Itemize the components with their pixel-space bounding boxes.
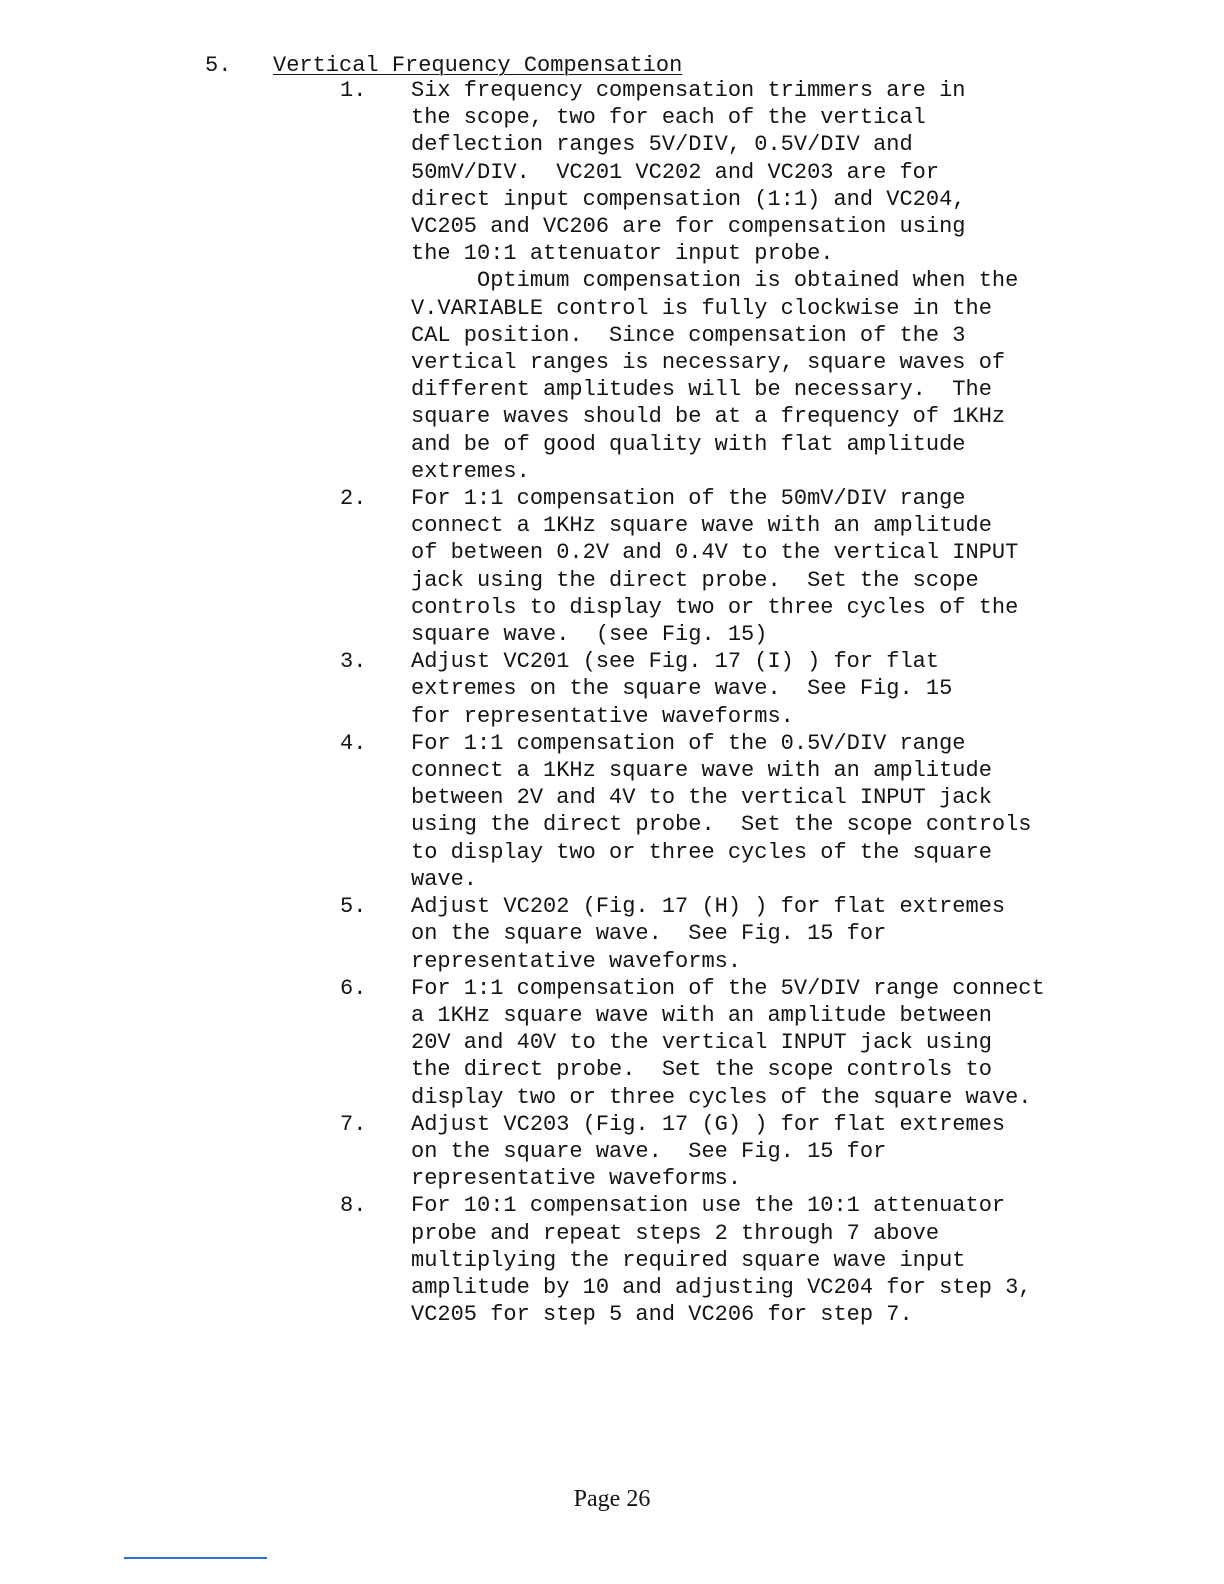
- step-number: 3.: [340, 649, 367, 675]
- step-text: [411, 893, 1201, 975]
- text-line: representative waveforms.: [411, 948, 742, 974]
- text-line: For 1:1 compensation of the 50mV/DIV range: [411, 486, 966, 512]
- section-number: 5.: [205, 53, 232, 78]
- text-line: CAL position. Since compensation of the 3: [411, 322, 966, 348]
- text-line: deflection ranges 5V/DIV, 0.5V/DIV and: [411, 132, 913, 158]
- step-text: [411, 485, 1201, 648]
- step-number: 6.: [340, 975, 367, 1001]
- step-item: [0, 648, 1224, 730]
- step-item: [0, 485, 1224, 648]
- text-line: and be of good quality with flat amplitude: [411, 431, 966, 457]
- text-line: direct input compensation (1:1) and VC204,: [411, 186, 966, 212]
- text-line: For 1:1 compensation of the 5V/DIV range connect: [411, 975, 1045, 1001]
- text-line: VC205 for step 5 and VC206 for step 7.: [411, 1302, 913, 1328]
- section-title: Vertical Frequency Compensation: [273, 53, 683, 78]
- text-line: between 2V and 4V to the vertical INPUT jack: [411, 785, 992, 811]
- text-line: 50mV/DIV. VC201 VC202 and VC203 are for: [411, 159, 940, 185]
- text-line: of between 0.2V and 0.4V to the vertical INPUT: [411, 540, 1019, 566]
- text-line: VC205 and VC206 are for compensation using: [411, 214, 966, 240]
- text-line: different amplitudes will be necessary. The: [411, 377, 992, 403]
- step-item: [0, 1192, 1224, 1328]
- step-item: [0, 77, 1224, 485]
- text-line: controls to display two or three cycles of the: [411, 594, 1019, 620]
- text-line: on the square wave. See Fig. 15 for: [411, 1138, 887, 1164]
- text-line: Adjust VC202 (Fig. 17 (H) ) for flat extremes: [411, 894, 1006, 920]
- text-line: to display two or three cycles of the square: [411, 839, 992, 865]
- text-line: vertical ranges is necessary, square waves of: [411, 350, 1006, 376]
- step-number: 4.: [340, 730, 367, 756]
- text-line: wave.: [411, 866, 478, 892]
- text-line: extremes on the square wave. See Fig. 15: [411, 676, 953, 702]
- text-line: the direct probe. Set the scope controls to: [411, 1057, 992, 1083]
- step-item: [0, 893, 1224, 975]
- text-line: the scope, two for each of the vertical: [411, 105, 926, 131]
- step-list: [0, 77, 1224, 1328]
- text-line: For 1:1 compensation of the 0.5V/DIV range: [411, 730, 966, 756]
- step-number: 1.: [340, 78, 367, 103]
- text-line: a 1KHz square wave with an amplitude between: [411, 1002, 992, 1028]
- step-text: [411, 975, 1201, 1111]
- step-item: [0, 730, 1224, 893]
- text-line: square waves should be at a frequency of 1KHz: [411, 404, 1006, 430]
- text-line: Six frequency compensation trimmers are in: [411, 78, 966, 103]
- step-text: [411, 648, 1201, 730]
- text-line: Adjust VC203 (Fig. 17 (G) ) for flat extremes: [411, 1111, 1006, 1137]
- text-line: the 10:1 attenuator input probe.: [411, 241, 834, 267]
- text-line: representative waveforms.: [411, 1166, 742, 1192]
- text-line: for representative waveforms.: [411, 703, 794, 729]
- text-line: display two or three cycles of the square wave.: [411, 1084, 1032, 1110]
- page-number: Page 26: [573, 1486, 651, 1512]
- step-text: [411, 1192, 1201, 1328]
- footer-rule: [124, 1557, 267, 1559]
- step-text: [411, 1111, 1201, 1193]
- step-text: [411, 730, 1201, 893]
- text-line: Adjust VC201 (see Fig. 17 (I) ) for flat: [411, 649, 940, 675]
- text-line: For 10:1 compensation use the 10:1 attenuator: [411, 1193, 1006, 1219]
- text-line: using the direct probe. Set the scope controls: [411, 812, 1032, 838]
- step-text: [411, 77, 1201, 485]
- text-line: on the square wave. See Fig. 15 for: [411, 921, 887, 947]
- text-line: connect a 1KHz square wave with an amplitude: [411, 513, 992, 539]
- step-item: [0, 1111, 1224, 1193]
- step-number: 2.: [340, 486, 367, 512]
- step-number: 7.: [340, 1111, 367, 1137]
- step-number: 5.: [340, 894, 367, 920]
- text-line: probe and repeat steps 2 through 7 above: [411, 1220, 940, 1246]
- step-number: 8.: [340, 1193, 367, 1219]
- text-line: jack using the direct probe. Set the scope: [411, 567, 979, 593]
- text-line: amplitude by 10 and adjusting VC204 for step 3,: [411, 1274, 1032, 1300]
- step-item: [0, 975, 1224, 1111]
- text-line: Optimum compensation is obtained when the: [411, 268, 1019, 294]
- text-line: extremes.: [411, 458, 530, 484]
- text-line: V.VARIABLE control is fully clockwise in the: [411, 295, 992, 321]
- text-line: connect a 1KHz square wave with an amplitude: [411, 758, 992, 784]
- text-line: multiplying the required square wave input: [411, 1247, 966, 1273]
- text-line: 20V and 40V to the vertical INPUT jack using: [411, 1030, 992, 1056]
- text-line: square wave. (see Fig. 15): [411, 622, 768, 648]
